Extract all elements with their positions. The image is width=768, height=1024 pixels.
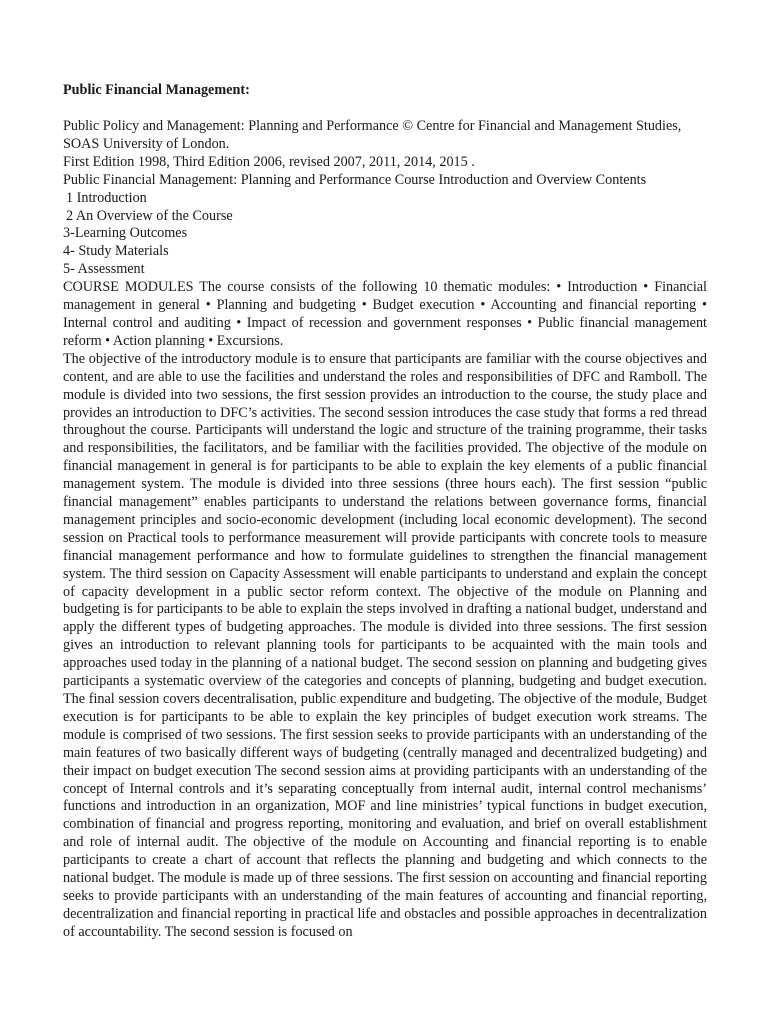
contents-heading: Public Financial Management: Planning and Performance Course Introduction and Overview Contents	[63, 171, 647, 188]
edition-line: First Edition 1998, Third Edition 2006, revised 2007, 2011, 2014, 2015 .	[63, 153, 475, 170]
copyright-line: Public Policy and Management: Planning and Performance © Centre for Financial and Management Studies, SOAS University of London.	[63, 118, 682, 152]
contents-item-learning-outcomes: 3-Learning Outcomes	[63, 225, 188, 242]
course-modules-paragraph: COURSE MODULES The course consists of the following 10 thematic modules: • Introduction • Financial management in general • Planning and budgeting • Budget execution • Accounting and financial reporting • Internal control and auditing • Impact of recession and government responses • Public financial management reform • Action planning • Excursions.	[63, 279, 707, 349]
contents-item-assessment: 5- Assessment	[63, 261, 145, 278]
contents-item-study-materials: 4- Study Materials	[63, 243, 169, 260]
contents-item-introduction: 1 Introduction	[66, 189, 147, 206]
contents-item-overview: 2 An Overview of the Course	[66, 207, 233, 224]
document-title: Public Financial Management:	[63, 82, 250, 98]
module-objectives-paragraph: The objective of the introductory module is to ensure that participants are familiar with the course objectives and content, and are able to use the facilities and understand the roles and responsibilities of DFC and Ramboll. The module is divided into two sessions, the first session provides an introduction to the course, the study place and provides an introduction to DFC’s activities. The second session introduces the case study that forms a red thread throughout the course. Participants will understand the logic and structure of the training programme, their tasks and responsibilities, the facilitators, and be familiar with the facilities provided. The objective of the module on financial management in general is for participants to be able to explain the key elements of a public financial management system. The module is divided into three sessions (three hours each). The first session “public financial management” enables participants to understand the relations between governance forms, financial management principles and socio-economic development (including local economic development). The second session on Practical tools to performance measurement will provide participants with concrete tools to measure financial management performance and how to formulate guidelines to strengthen the financial management system. The third session on Capacity Assessment will enable participants to understand and explain the concept of capacity development in a public sector reform context. The objective of the module on Planning and budgeting is for participants to be able to explain the steps involved in drafting a national budget, understand and apply the different types of budgeting approaches. The module is divided into three sessions. The first session gives an introduction to relevant planning tools for participants to be acquainted with the main tools and approaches used today in the planning of a national budget. The second session on planning and budgeting gives participants a systematic overview of the categories and concepts of planning, budgeting and budget execution. The final session covers decentralisation, public expenditure and budgeting. The objective of the module, Budget execution is for participants to be able to explain the key principles of budget execution work streams. The module is comprised of two sessions. The first session seeks to provide participants with an understanding of the main features of two basically different ways of budgeting (centrally managed and decentralized budgeting) and their impact on budget execution The second session aims at providing participants with an understanding of the concept of Internal controls and it’s separating conceptually from internal audit, internal control mechanisms’ functions and introduction in an organization, MOF and line ministries’ typical functions in budget execution, combination of financial and progress reporting, monitoring and evaluation, and brief on overall establishment and role of internal audit. The objective of the module on Accounting and financial reporting is to enable participants to create a chart of account that reflects the planning and budgeting and which connects to the national budget. The module is made up of three sessions. The first session on accounting and financial reporting seeks to provide participants with an understanding of the main features of accounting and financial reporting, decentralization and financial reporting in practical life and obstacles and possible approaches in decentralization of accountability. The second session is focused on	[63, 350, 707, 940]
document-page	[63, 82, 707, 942]
